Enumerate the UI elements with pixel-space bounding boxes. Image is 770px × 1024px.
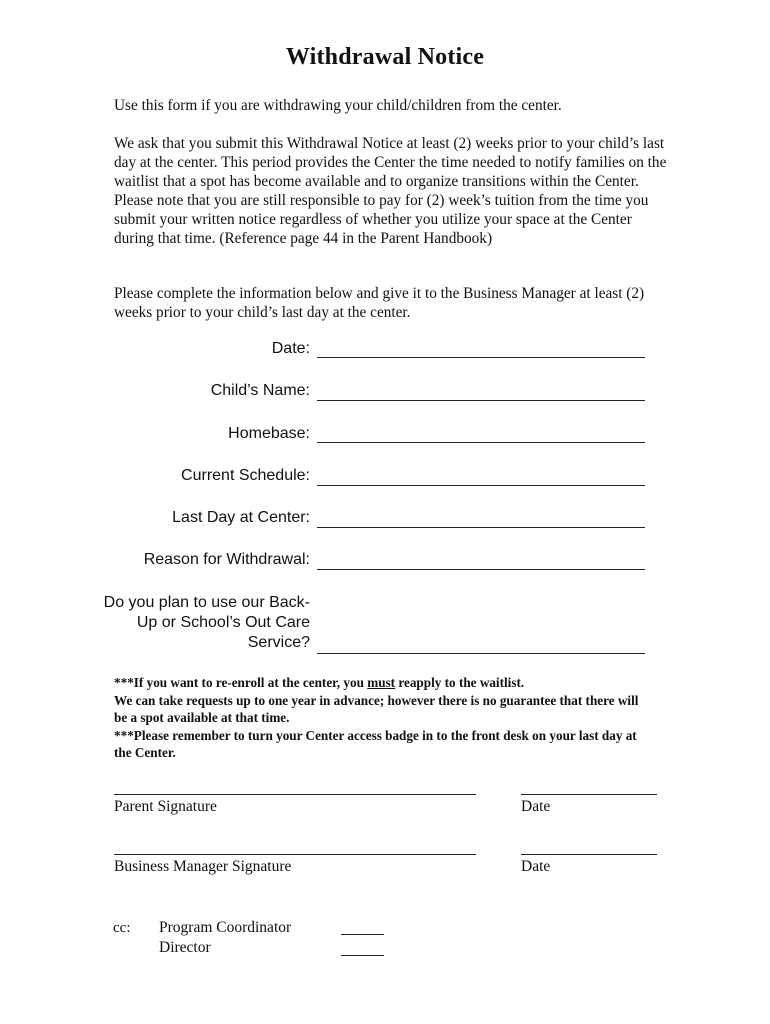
date-field[interactable] [317, 357, 645, 358]
manager-date-label: Date [521, 858, 551, 875]
manager-date-line[interactable] [521, 854, 657, 855]
reenroll-note: ***If you want to re-enroll at the center, you must reapply to the waitlist. [114, 675, 525, 690]
child-name-field[interactable] [317, 400, 645, 401]
homebase-field[interactable] [317, 442, 645, 443]
backup-care-label: Do you plan to use our Back-Up or School’s Out Care Service? [103, 594, 310, 651]
date-label: Date: [271, 340, 310, 357]
parent-date-label: Date [521, 798, 551, 815]
reason-label: Reason for Withdrawal: [143, 551, 310, 568]
instructions-text: Please complete the information below and give it to the Business Manager at least (2) weeks prior to your child’s last day at the center. [114, 285, 645, 321]
notes-block [114, 674, 654, 762]
manager-signature-label: Business Manager Signature [114, 858, 292, 875]
child-name-label: Child’s Name: [210, 382, 310, 399]
policy-text: We ask that you submit this Withdrawal Notice at least (2) weeks prior to your child’s last day at the center. This period provides the Center the time needed to notify families on the waitlist that a spot has become available and to organize transitions within the Center. Please note that you are still responsible to pay for (2) week’s tuition from the time you submit your written notice regardless of whether you utilize your space at the Center during that time. (Reference page 44 in the Parent Handbook) [114, 135, 667, 247]
cc-label: cc: [113, 920, 131, 936]
cc-director: Director [159, 939, 211, 956]
parent-date-line[interactable] [521, 794, 657, 795]
cc-program-coordinator: Program Coordinator [159, 919, 292, 936]
current-schedule-field[interactable] [317, 485, 645, 486]
current-schedule-label: Current Schedule: [181, 467, 310, 484]
manager-signature-line[interactable] [114, 854, 476, 855]
badge-note: ***Please remember to turn your Center access badge in to the front desk on your last day at the Center. [114, 727, 637, 760]
reason-field[interactable] [317, 569, 645, 570]
homebase-label: Homebase: [228, 425, 310, 442]
last-day-field[interactable] [317, 527, 645, 528]
parent-signature-line[interactable] [114, 794, 476, 795]
intro-text: Use this form if you are withdrawing your child/children from the center. [114, 97, 562, 114]
parent-signature-label: Parent Signature [114, 798, 217, 815]
cc-director-check[interactable] [341, 955, 384, 956]
backup-care-field[interactable] [317, 653, 645, 654]
cc-program-coordinator-check[interactable] [341, 934, 384, 935]
advance-note: We can take requests up to one year in advance; however there is no guarantee that there will be a spot available at that time. [114, 692, 639, 725]
last-day-label: Last Day at Center: [172, 509, 310, 526]
form-title: Withdrawal Notice [285, 44, 485, 70]
must-emphasis: must [367, 675, 396, 690]
